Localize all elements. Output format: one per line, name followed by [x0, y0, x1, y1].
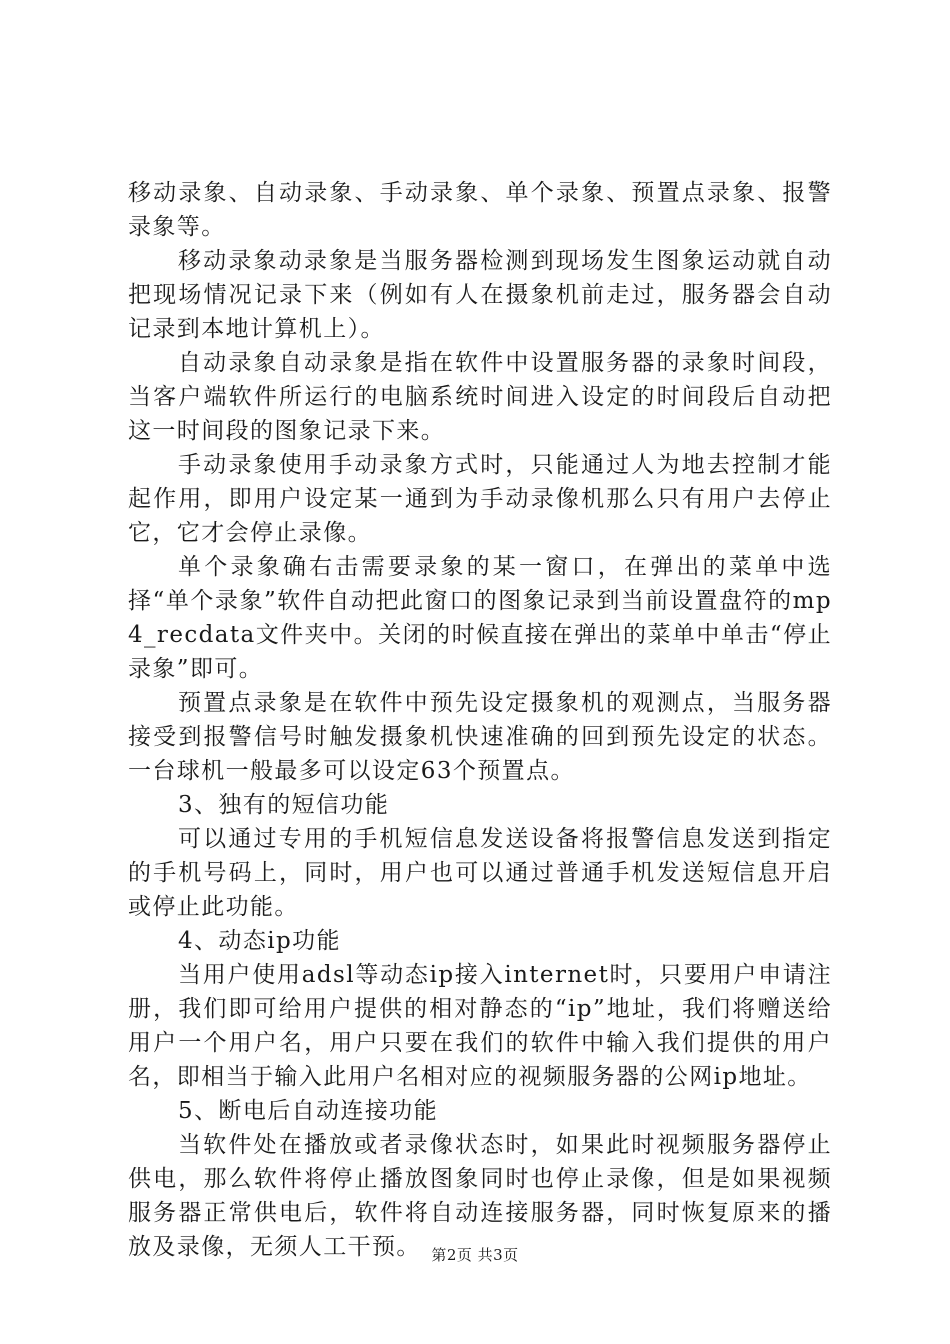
paragraph: 预置点录象是在软件中预先设定摄象机的观测点，当服务器接受到报警信号时触发摄象机快速准确的回到预先设定的状态。一台球机一般最多可以设定63个预置点。 [128, 690, 832, 784]
paragraph: 移动录象动录象是当服务器检测到现场发生图象运动就自动把现场情况记录下来（例如有人在摄象机前走过，服务器会自动记录到本地计算机上）。 [128, 248, 832, 342]
paragraph: 自动录象自动录象是指在软件中设置服务器的录象时间段，当客户端软件所运行的电脑系统时间进入设定的时间段后自动把这一时间段的图象记录下来。 [128, 350, 832, 444]
section-heading: 5、断电后自动连接功能 [178, 1098, 439, 1124]
paragraph: 手动录象使用手动录象方式时，只能通过人为地去控制才能起作用，即用户设定某一通到为手动录像机那么只有用户去停止它，它才会停止录像。 [128, 452, 832, 546]
paragraph: 单个录象确右击需要录象的某一窗口，在弹出的菜单中选择“单个录象”软件自动把此窗口的图象记录到当前设置盘符的mp4_recdata文件夹中。关闭的时候直接在弹出的菜单中单击“停止录象”即可。 [128, 554, 832, 682]
paragraph: 当软件处在播放或者录像状态时，如果此时视频服务器停止供电，那么软件将停止播放图象同时也停止录像，但是如果视频服务器正常供电后，软件将自动连接服务器，同时恢复原来的播放及录像，无须人工干预。 [128, 1132, 832, 1260]
section-heading: 3、独有的短信功能 [178, 792, 390, 818]
page-footer: 第2页 共3页 [431, 1246, 519, 1264]
paragraph: 可以通过专用的手机短信息发送设备将报警信息发送到指定的手机号码上，同时，用户也可以通过普通手机发送短信息开启或停止此功能。 [128, 826, 832, 920]
paragraph: 移动录象、自动录象、手动录象、单个录象、预置点录象、报警录象等。 [128, 180, 832, 240]
paragraph: 当用户使用adsl等动态ip接入internet时，只要用户申请注册，我们即可给用户提供的相对静态的“ip”地址，我们将赠送给用户一个用户名，用户只要在我们的软件中输入我们提供的用户名，即相当于输入此用户名相对应的视频服务器的公网ip地址。 [128, 962, 832, 1090]
document-body [128, 176, 832, 1264]
section-heading: 4、动态ip功能 [178, 928, 341, 954]
